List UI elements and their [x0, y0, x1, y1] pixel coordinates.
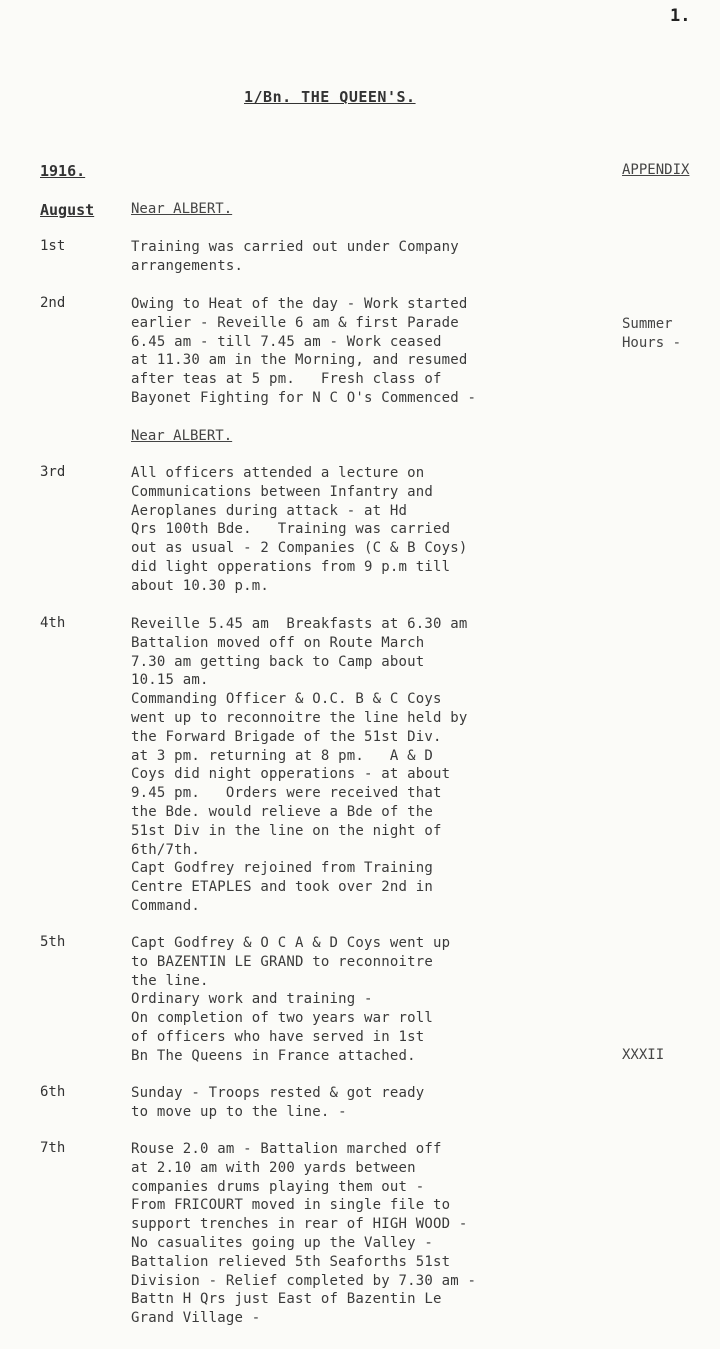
entry-text: Reveille 5.45 am Breakfasts at 6.30 am Battalion moved off on Route March 7.30 am getting back to Camp about 10.15 am. Commanding Officer & O.C. B & C Coys went up to reconnoitre the line held by the Forward Brigade of the 51st Div. at 3 pm. returning at 8 pm. A & D Coys did night opperations - at about 9.45 pm. Orders were received that the Bde. would relieve a Bde of the 51st Div in the line on the night of 6th/7th. Capt Godfrey rejoined from Training Centre ETAPLES and took over 2nd in Command.: [131, 616, 468, 914]
entry-date: 1st: [40, 238, 66, 254]
month-heading: August: [40, 201, 95, 219]
page-number: 1.: [670, 6, 691, 26]
entry-text: All officers attended a lecture on Communications between Infantry and Aeroplanes during attack - at Hd Qrs 100th Bde. Training was carried out as usual - 2 Companies (C & B Coys) did light opperations from 9 p.m till about 10.30 p.m.: [131, 465, 468, 594]
year-heading: 1916.: [40, 162, 86, 180]
entry-date: 4th: [40, 615, 66, 631]
entry-date: 6th: [40, 1084, 66, 1100]
entry-date: 2nd: [40, 295, 66, 311]
place-heading: Near ALBERT.: [131, 201, 233, 217]
appendix-note: XXXII: [622, 1047, 665, 1063]
page-title: 1/Bn. THE QUEEN'S.: [244, 88, 416, 106]
appendix-header: APPENDIX: [622, 162, 690, 178]
entry-date: 5th: [40, 934, 66, 950]
entry-date: 7th: [40, 1140, 66, 1156]
entry-date: 3rd: [40, 464, 66, 480]
entry-text: Capt Godfrey & O C A & D Coys went up to BAZENTIN LE GRAND to reconnoitre the line. Ordinary work and training - On completion of two years war roll of officers who have served in 1st Bn The Queens in France attached.: [131, 935, 451, 1064]
entry-text: Rouse 2.0 am - Battalion marched off at 2.10 am with 200 yards between companies drums playing them out - From FRICOURT moved in single file to support trenches in rear of HIGH WOOD - No casualites going up the Valley - Battalion relieved 5th Seaforths 51st Division - Relief completed by 7.30 am - Battn H Qrs just East of Bazentin Le Grand Village -: [131, 1141, 477, 1327]
entry-text: Owing to Heat of the day - Work started earlier - Reveille 6 am & first Parade 6.45 am - till 7.45 am - Work ceased at 11.30 am in the Morning, and resumed after teas at 5 pm. Fresh class of Bayonet Fighting for N C O's Commenced -: [131, 296, 477, 406]
place-heading: Near ALBERT.: [131, 428, 233, 444]
appendix-note: Summer Hours -: [622, 316, 682, 351]
entry-text: Training was carried out under Company arrangements.: [131, 239, 459, 274]
entry-text: Sunday - Troops rested & got ready to move up to the line. -: [131, 1085, 425, 1120]
